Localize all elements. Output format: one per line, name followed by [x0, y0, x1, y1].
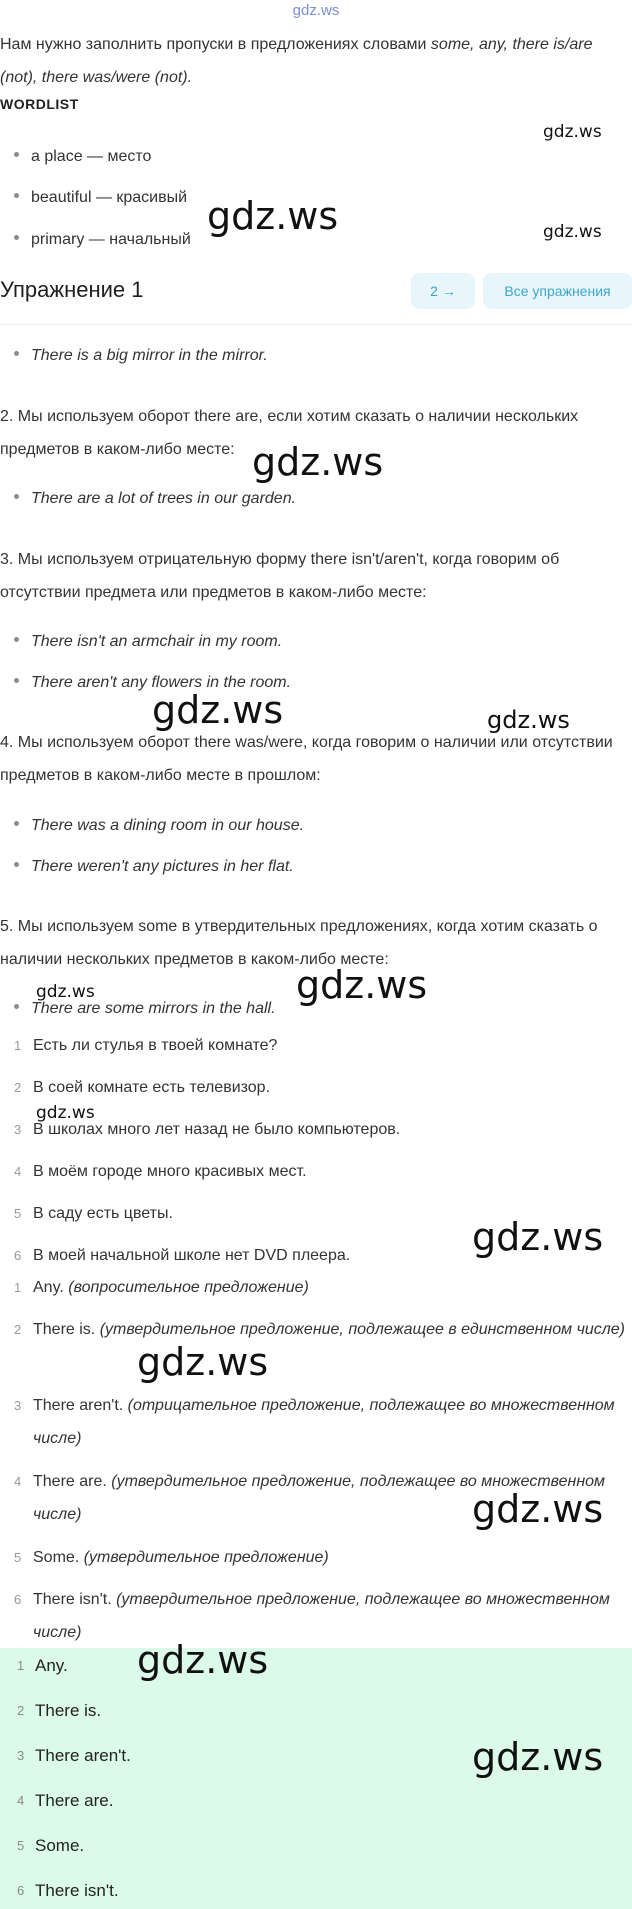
rule-paragraph: 5. Мы используем some в утвердительных предложениях, когда хотим сказать о наличии нескольких предметов в каком-либо месте:	[0, 918, 598, 968]
bullet-icon	[14, 678, 19, 683]
bullet-icon	[14, 1004, 19, 1009]
wordlist-item: primary — начальный	[14, 231, 191, 249]
example-sentence: There is a big mirror in the mirror.	[14, 347, 268, 365]
bullet-icon	[14, 235, 19, 240]
divider	[0, 324, 632, 325]
explanation-item: 3 There aren't. (отрицательное предложение, подлежащее во множественном числе)	[14, 1397, 615, 1447]
explanation-item: 6 There isn't. (утвердительное предложение, подлежащее во множественном числе)	[14, 1591, 610, 1641]
intro-text: Нам нужно заполнить пропуски в предложениях словами	[0, 36, 431, 53]
bullet-icon	[14, 637, 19, 642]
rule-paragraph: 3. Мы используем отрицательную форму there isn't/aren't, когда говорим об отсутствии предмета или предметов в каком-либо месте:	[0, 551, 560, 601]
wordlist-item: a place — место	[14, 148, 151, 166]
watermark: gdz.ws	[137, 1638, 269, 1682]
bullet-icon	[14, 152, 19, 157]
watermark: gdz.ws	[472, 1735, 604, 1779]
watermark: gdz.ws	[543, 122, 602, 142]
bullet-icon	[14, 494, 19, 499]
wordlist-item: beautiful — красивый	[14, 189, 187, 207]
exercise-title: Упражнение 1	[0, 277, 144, 302]
example-sentence: There aren't any flowers in the room.	[14, 674, 291, 692]
explanation-item: 5 Some. (утвердительное предложение)	[14, 1549, 329, 1566]
next-exercise-button[interactable]: 2 →	[411, 273, 475, 309]
watermark: gdz.ws	[487, 706, 570, 734]
explanation-item: 2 There is. (утвердительное предложение, подлежащее в единственном числе)	[14, 1321, 626, 1338]
watermark: gdz.ws	[472, 1215, 604, 1259]
rule-paragraph: 2. Мы используем оборот there are, если хотим сказать о наличии нескольких предметов в каком-либо месте:	[0, 408, 579, 458]
watermark: gdz.ws	[543, 222, 602, 242]
watermark: gdz.ws	[137, 1340, 269, 1384]
site-logo[interactable]: gdz.ws	[292, 2, 340, 19]
watermark: gdz.ws	[36, 982, 95, 1002]
wordlist-title: WORDLIST	[0, 96, 79, 112]
bullet-icon	[14, 821, 19, 826]
explanation-item: 4 There are. (утвердительное предложение, подлежащее во множественном числе)	[14, 1473, 606, 1523]
bullet-icon	[14, 351, 19, 356]
rule-paragraph: 4. Мы используем оборот there was/were, когда говорим о наличии или отсутствии предметов в каком-либо месте в прошлом:	[0, 734, 613, 784]
watermark: gdz.ws	[252, 440, 384, 484]
watermark: gdz.ws	[296, 963, 428, 1007]
example-sentence: There are some mirrors in the hall.	[14, 1000, 276, 1018]
explanation-item: 1 Any. (вопросительное предложение)	[14, 1279, 309, 1296]
watermark: gdz.ws	[472, 1487, 604, 1531]
bullet-icon	[14, 193, 19, 198]
example-sentence: There isn't an armchair in my room.	[14, 633, 282, 651]
intro-words: some, any, there is/are (not), there was/were (not).	[0, 36, 593, 86]
watermark: gdz.ws	[152, 688, 284, 732]
example-sentence: There are a lot of trees in our garden.	[14, 490, 296, 508]
example-sentence: There was a dining room in our house.	[14, 817, 304, 835]
watermark: gdz.ws	[36, 1103, 95, 1123]
task-intro	[0, 28, 628, 94]
watermark: gdz.ws	[207, 194, 339, 238]
bullet-icon	[14, 862, 19, 867]
all-exercises-button[interactable]: Все упражнения	[483, 273, 632, 309]
example-sentence: There weren't any pictures in her flat.	[14, 858, 294, 876]
